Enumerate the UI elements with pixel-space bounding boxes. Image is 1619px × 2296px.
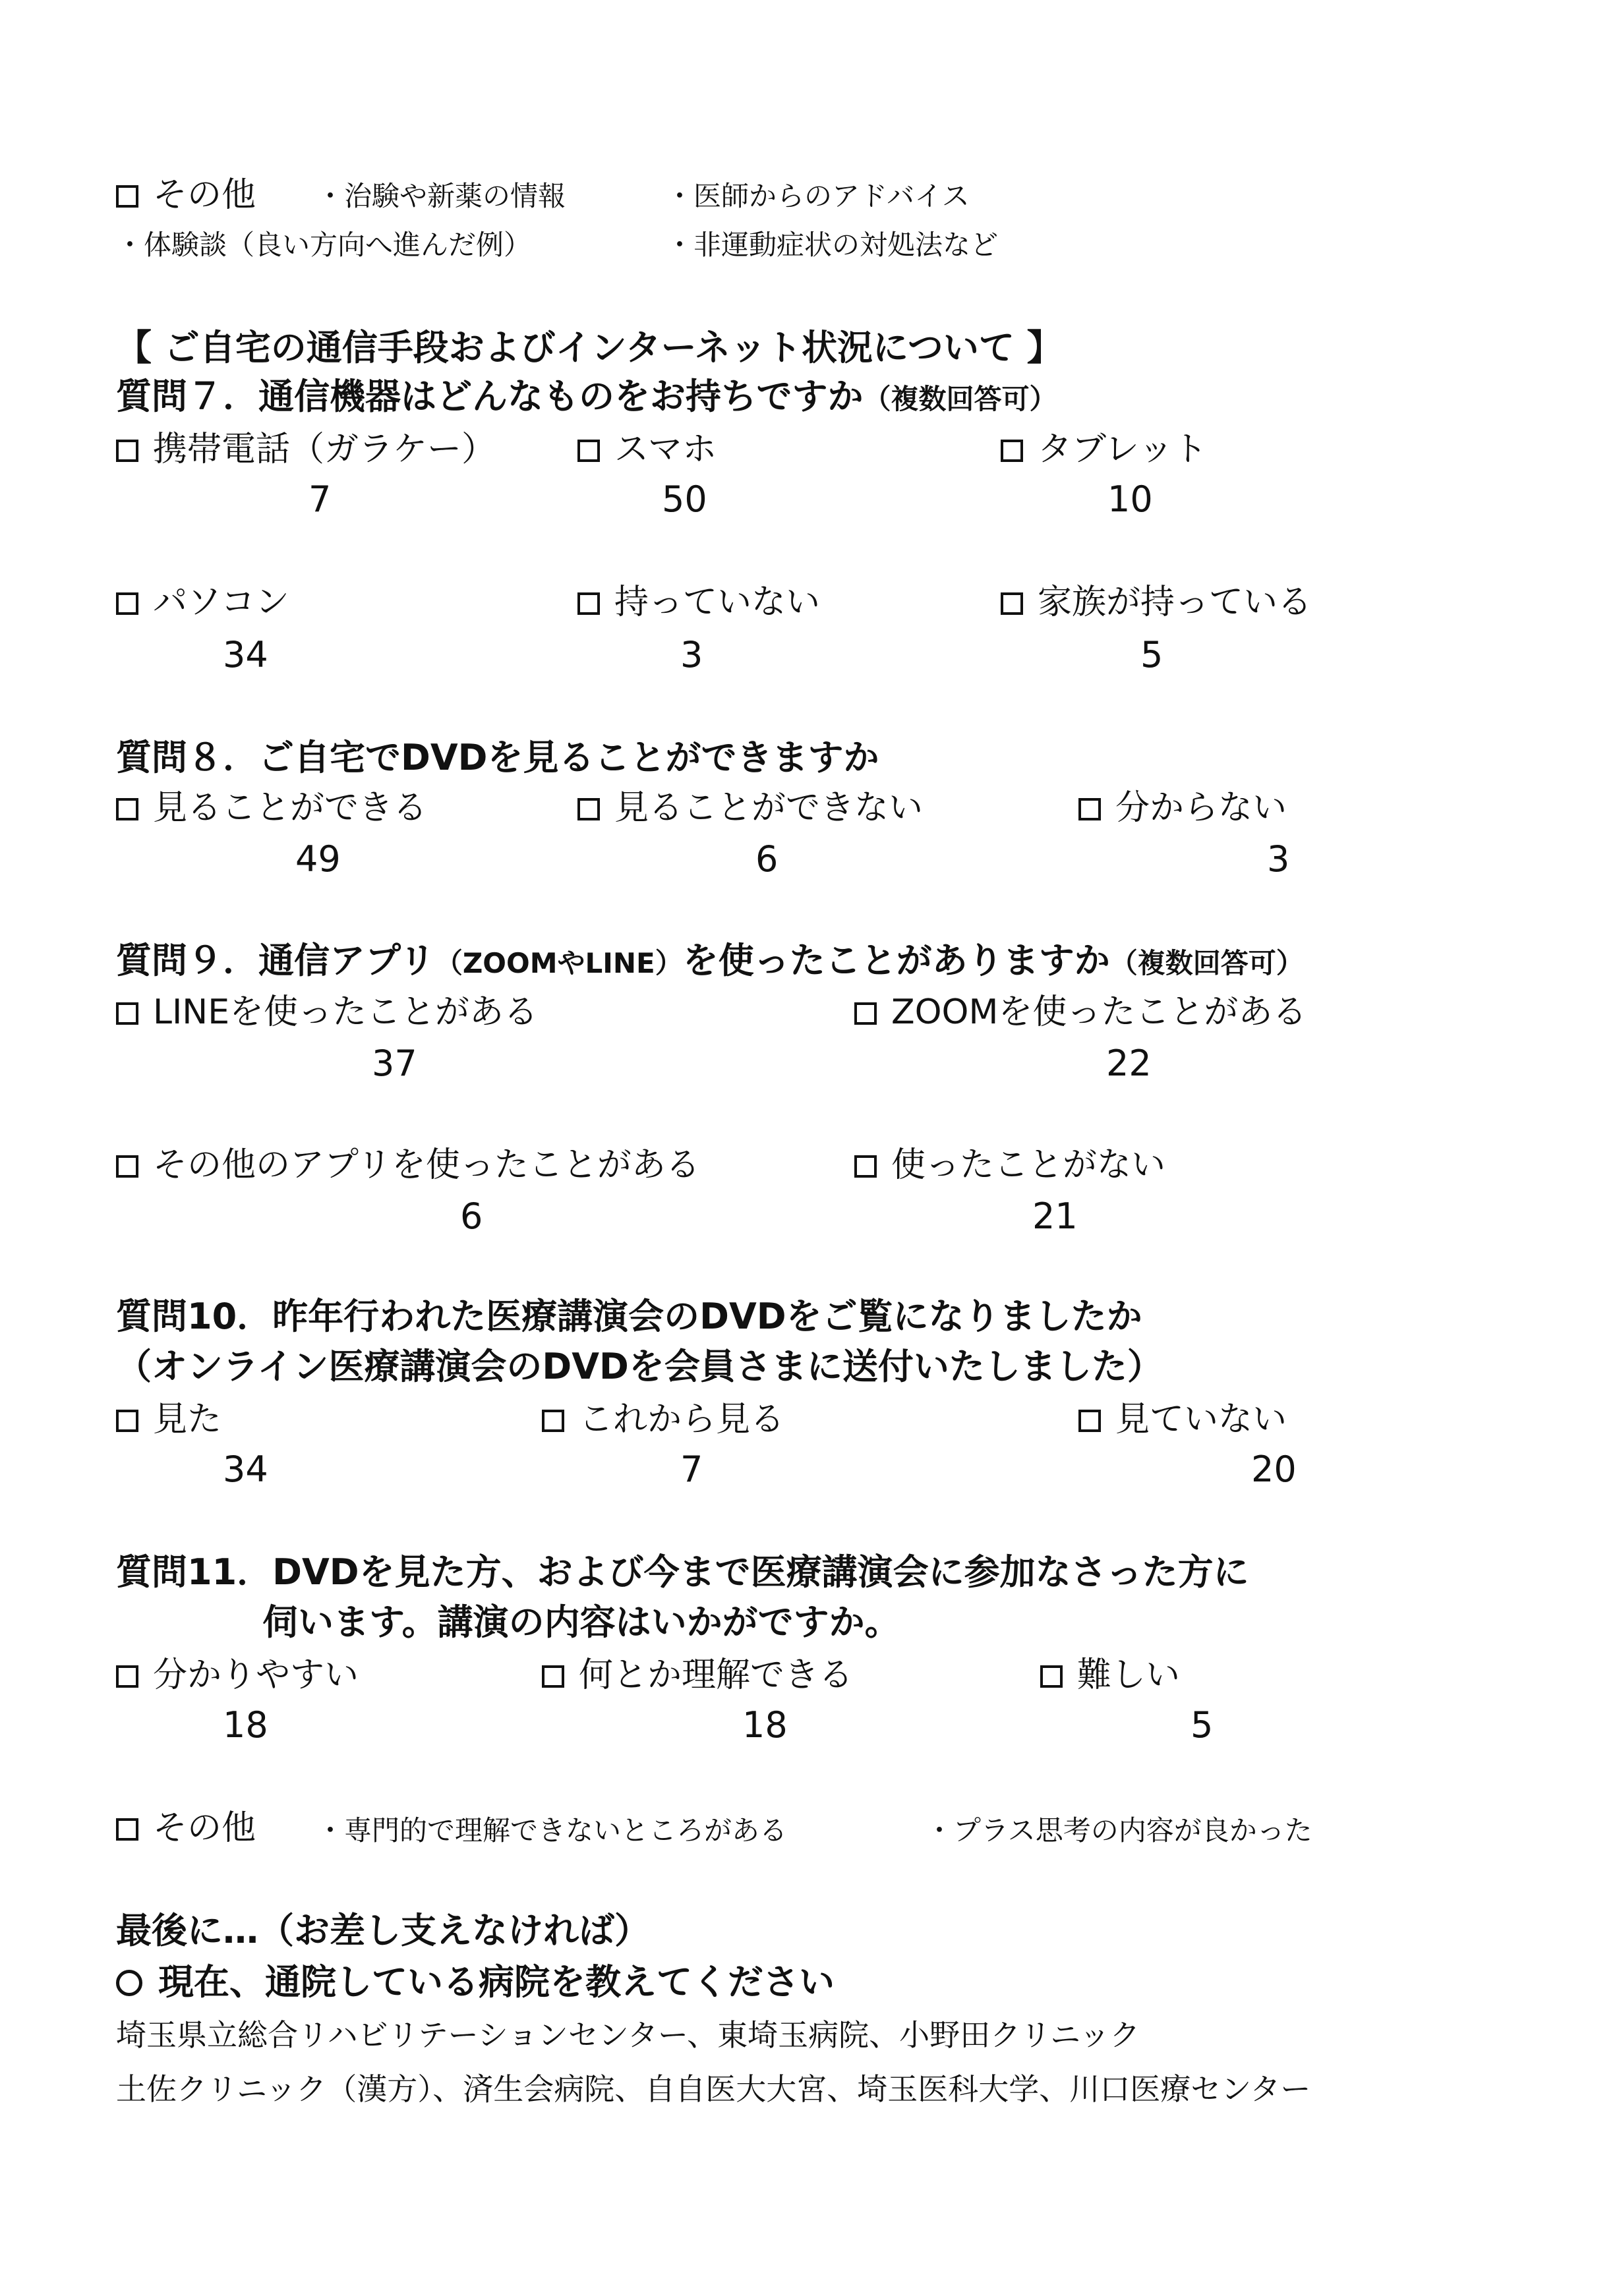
q7-option-family: 家族が持っている [1001,583,1312,622]
q9-count-never: 21 [1032,1195,1078,1237]
q7-count-feature-phone: 7 [309,478,332,520]
q11-option-somewhat: 何とか理解できる [542,1655,853,1695]
checkbox [577,440,600,462]
q8-option-unknown: 分からない [1078,788,1287,828]
q10-option-watched: 見た [116,1400,221,1439]
q11-other-option: その他 [116,1808,256,1848]
hospital-list-line-2: 土佐クリニック（漢方）、済生会病院、自自医大大宮、埼玉医科大学、川口医療センター [116,2071,1311,2107]
q9-count-other-app: 6 [460,1195,483,1237]
q7-option-smartphone: スマホ [577,430,717,469]
q9-option-other-app: その他のアプリを使ったことがある [116,1145,700,1185]
q9-option-zoom: ZOOMを使ったことがある [854,992,1307,1032]
checkbox [116,592,138,615]
q9-option-line: LINEを使ったことがある [116,992,538,1032]
q7-count-none: 3 [680,634,703,675]
checkbox [577,592,600,615]
q9-count-zoom: 22 [1106,1043,1152,1084]
checkbox [542,1665,564,1688]
checkbox [116,1410,138,1432]
checkbox [116,1155,138,1178]
q7-option-pc: パソコン [116,583,289,622]
q6-note-4: ・非運動症状の対処法など [666,229,999,261]
q11-count-easy: 18 [223,1704,268,1746]
q10-option-will-watch: これから見る [542,1400,784,1439]
q11-count-somewhat: 18 [742,1704,788,1746]
q7-option-tablet: タブレット [1001,430,1207,469]
q10-option-not-watched: 見ていない [1078,1400,1287,1439]
checkbox [116,440,138,462]
q10-title: 質問10．昨年行われた医療講演会のDVDをご覧になりましたか [116,1296,1142,1337]
checkbox [1040,1665,1063,1688]
checkbox [854,1002,877,1025]
checkbox [116,185,138,208]
closing-question: 現在、通院している病院を教えてください [116,1963,835,2002]
q7-count-pc: 34 [223,634,268,675]
checkbox [116,1002,138,1025]
q10-count-watched: 34 [223,1449,268,1490]
checkbox [1001,592,1023,615]
checkbox [116,798,138,820]
q8-title: 質問８．ご自宅でDVDを見ることができますか [116,737,879,778]
q7-count-smartphone: 50 [662,478,707,520]
q6-note-2: ・医師からのアドバイス [666,180,970,212]
q8-count-cannot: 6 [755,838,779,880]
checkbox [1078,798,1101,820]
checkbox [1078,1410,1101,1432]
q11-title-2: 伺います。講演の内容はいかがですか。 [262,1601,900,1643]
q10-subtitle: （オンライン医療講演会のDVDを会員さまに送付いたしました） [116,1346,1163,1387]
q7-option-feature-phone: 携帯電話（ガラケー） [116,430,496,469]
q7-option-none: 持っていない [577,583,820,622]
checkbox [542,1410,564,1432]
circle-marker [116,1970,142,1996]
checkbox [116,1665,138,1688]
q6-note-3: ・体験談（良い方向へ進んだ例） [116,229,532,261]
q11-count-difficult: 5 [1191,1704,1214,1746]
q7-title: 質問７．通信機器はどんなものをお持ちですか（複数回答可） [116,376,1057,417]
q8-option-can: 見ることができる [116,788,427,828]
closing-title: 最後に…（お差し支えなければ） [116,1910,650,1951]
q9-count-line: 37 [372,1043,417,1084]
hospital-list-line-1: 埼玉県立総合リハビリテーションセンター、東埼玉病院、小野田クリニック [116,2017,1140,2053]
q9-title: 質問９．通信アプリ（ZOOMやLINE）を使ったことがありますか（複数回答可） [116,940,1304,981]
q11-option-easy: 分かりやすい [116,1655,359,1695]
q7-count-family: 5 [1140,634,1163,675]
q6-note-1: ・治験や新薬の情報 [316,180,566,212]
q7-count-tablet: 10 [1107,478,1153,520]
q8-option-cannot: 見ることができない [577,788,923,828]
q10-count-not-watched: 20 [1251,1449,1297,1490]
checkbox [1001,440,1023,462]
q11-option-difficult: 難しい [1040,1655,1180,1695]
checkbox [116,1818,138,1841]
q9-option-never: 使ったことがない [854,1145,1165,1185]
q8-count-unknown: 3 [1267,838,1290,880]
q11-title: 質問11．DVDを見た方、および今まで医療講演会に参加なさった方に [116,1551,1249,1593]
checkbox [577,798,600,820]
checkbox [854,1155,877,1178]
q6-other-option: その他 [116,175,256,215]
q10-count-will-watch: 7 [680,1449,703,1490]
section-header: 【 ご自宅の通信手段およびインターネット状況について 】 [116,327,1063,368]
q8-count-can: 49 [295,838,341,880]
q11-other-note-1: ・専門的で理解できないところがある [316,1814,788,1847]
q11-other-note-2: ・プラス思考の内容が良かった [926,1814,1312,1847]
